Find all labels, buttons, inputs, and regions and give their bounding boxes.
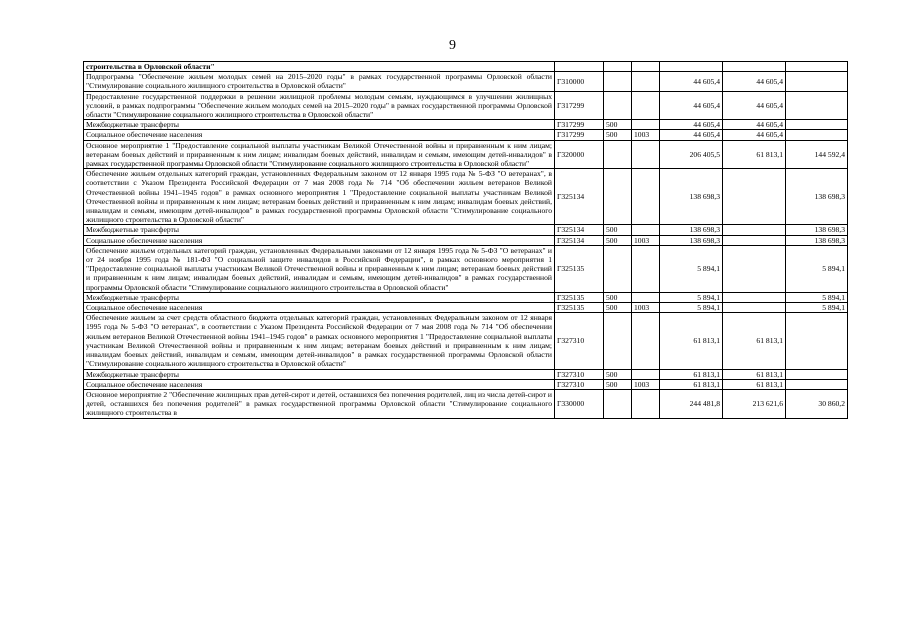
row-code-cell: Г317299 [555, 120, 604, 130]
row-amount-federal-cell [786, 120, 848, 130]
table-row [84, 245, 848, 292]
row-name-cell: Обеспечение жильем за счет средств областного бюджета отдельных категорий граждан, установленных Федеральным законом от 12 января 1995 года № 5-ФЗ "О ветеранах", в соответствии с Указом Президента Российской Федерации от 7 мая 2008 года № 714 "Об обеспечении жильем ветеранов Великой Отечественной войны 1941–1945 годов" в рамках основного мероприятия 1 "Предоставление социальной выплаты участникам Великой Отечественной войны и приравненным к ним лицам; ветеранам боевых действий и приравненным к ним лицам; инвалидам боевых действий, инвалидам и семьям, имеющим детей-инвалидов" в рамках государственной программы Орловской области "Стимулирование социального жилищного строительства в Орловской области" [84, 313, 555, 369]
row-vr-cell: 500 [604, 225, 632, 235]
row-vr-cell: 500 [604, 379, 632, 389]
row-vr-cell: 500 [604, 292, 632, 302]
row-code-cell: Г330000 [555, 389, 604, 418]
row-amount-federal-cell [786, 379, 848, 389]
row-code-cell: Г325134 [555, 169, 604, 225]
row-vr-cell: 500 [604, 369, 632, 379]
row-name-cell: Обеспечение жильем отдельных категорий граждан, установленных Федеральными законами от 12 января 1995 года № 5-ФЗ "О ветеранах" и от 24 ноября 1995 года № 181-ФЗ "О социальной защите инвалидов в Российской Федерации", в рамках основного мероприятия 1 "Предоставление социальной выплаты участникам Великой Отечественной войны и приравненным к ним лицам; ветеранам боевых действий и приравненным к ним лицам; инвалидам боевых действий, инвалидам и семьям, имеющим детей-инвалидов" в рамках государственной программы Орловской области "Стимулирование социального жилищного строительства в Орловской области" [84, 245, 555, 292]
row-amount-regional-cell: 44 605,4 [723, 120, 786, 130]
row-amount-total-cell: 244 481,8 [660, 389, 723, 418]
row-amount-regional-cell: 44 605,4 [723, 130, 786, 140]
row-amount-federal-cell [786, 62, 848, 72]
row-amount-federal-cell [786, 369, 848, 379]
row-rz-cell [632, 292, 660, 302]
row-code-cell: Г325134 [555, 225, 604, 235]
row-name-cell: Основное мероприятие 2 "Обеспечение жилищных прав детей-сирот и детей, оставшихся без попечения родителей, лиц из числа детей-сирот и детей, оставшихся без попечения родителей" в рамках государственной программы Орловской области "Стимулирование социального жилищного строительства в [84, 389, 555, 418]
row-name-cell: Межбюджетные трансферты [84, 369, 555, 379]
row-amount-regional-cell [723, 62, 786, 72]
row-code-cell: Г325135 [555, 245, 604, 292]
row-amount-total-cell: 61 813,1 [660, 313, 723, 369]
row-name-cell: Социальное обеспечение населения [84, 379, 555, 389]
row-amount-total-cell: 44 605,4 [660, 120, 723, 130]
row-amount-regional-cell [723, 225, 786, 235]
row-vr-cell [604, 140, 632, 169]
page-number: 9 [449, 38, 456, 53]
table-row [84, 225, 848, 235]
row-amount-federal-cell [786, 313, 848, 369]
row-amount-federal-cell: 5 894,1 [786, 303, 848, 313]
row-amount-regional-cell [723, 245, 786, 292]
row-amount-total-cell: 5 894,1 [660, 292, 723, 302]
row-amount-regional-cell: 61 813,1 [723, 369, 786, 379]
row-amount-federal-cell: 138 698,3 [786, 169, 848, 225]
row-rz-cell [632, 369, 660, 379]
row-name-cell: Обеспечение жильем отдельных категорий граждан, установленных Федеральным законом от 12 января 1995 года № 5-ФЗ "О ветеранах", в соответствии с Указом Президента Российской Федерации от 7 мая 2008 года № 714 "Об обеспечении жильем ветеранов Великой Отечественной войны 1941–1945 годов" в рамках основного мероприятия 1 "Предоставление социальной выплаты участникам Великой Отечественной войны и приравненным к ним лицам; ветеранам боевых действий и приравненным к ним лицам; инвалидам боевых действий, инвалидам и семьям, имеющим детей-инвалидов" в рамках государственной программы Орловской области "Стимулирование социального жилищного строительства в Орловской области" [84, 169, 555, 225]
table-row [84, 140, 848, 169]
row-amount-federal-cell: 138 698,3 [786, 225, 848, 235]
table-row [84, 313, 848, 369]
row-amount-total-cell: 61 813,1 [660, 369, 723, 379]
row-name-cell: Предоставление государственной поддержки в решении жилищной проблемы молодым семьям, нуждающимся в улучшении жилищных условий, в рамках подпрограммы "Обеспечение жильем молодых семей на 2015–2020 годы" в рамках государственной программы Орловской области "Стимулирование социального жилищного строительства в Орловской области" [84, 91, 555, 120]
row-name-cell: Основное мероприятие 1 "Предоставление социальной выплаты участникам Великой Отечественной войны и приравненным к ним лицам; ветеранам боевых действий и приравненным к ним лицам; инвалидам боевых действий, инвалидам и семьям, имеющим детей-инвалидов" в рамках государственной программы Орловской области "Стимулирование социального жилищного строительства в Орловской области" [84, 140, 555, 169]
row-code-cell: Г327310 [555, 313, 604, 369]
table-row [84, 130, 848, 140]
table-row [84, 72, 848, 91]
row-vr-cell: 500 [604, 130, 632, 140]
row-amount-regional-cell: 44 605,4 [723, 72, 786, 91]
row-amount-regional-cell: 61 813,1 [723, 140, 786, 169]
row-rz-cell [632, 169, 660, 225]
row-amount-federal-cell [786, 72, 848, 91]
budget-table [83, 61, 848, 419]
row-rz-cell [632, 140, 660, 169]
row-amount-regional-cell [723, 169, 786, 225]
table-row [84, 91, 848, 120]
table-row [84, 169, 848, 225]
row-rz-cell [632, 91, 660, 120]
row-rz-cell [632, 120, 660, 130]
row-amount-federal-cell: 138 698,3 [786, 235, 848, 245]
row-rz-cell: 1003 [632, 379, 660, 389]
row-vr-cell: 500 [604, 120, 632, 130]
row-name-cell: Социальное обеспечение населения [84, 130, 555, 140]
row-amount-total-cell: 44 605,4 [660, 130, 723, 140]
row-amount-regional-cell: 213 621,6 [723, 389, 786, 418]
row-rz-cell: 1003 [632, 235, 660, 245]
row-amount-federal-cell: 30 860,2 [786, 389, 848, 418]
row-amount-total-cell: 138 698,3 [660, 235, 723, 245]
row-vr-cell [604, 72, 632, 91]
table-row [84, 389, 848, 418]
table-row [84, 62, 848, 72]
row-rz-cell [632, 72, 660, 91]
row-amount-total-cell: 5 894,1 [660, 245, 723, 292]
table-row [84, 303, 848, 313]
row-amount-regional-cell [723, 303, 786, 313]
row-name-cell: Межбюджетные трансферты [84, 120, 555, 130]
row-code-cell: Г327310 [555, 379, 604, 389]
row-code-cell: Г325135 [555, 303, 604, 313]
table-row [84, 235, 848, 245]
row-code-cell: Г317299 [555, 130, 604, 140]
row-amount-total-cell: 206 405,5 [660, 140, 723, 169]
row-amount-federal-cell [786, 91, 848, 120]
row-rz-cell [632, 245, 660, 292]
table-row [84, 369, 848, 379]
row-vr-cell [604, 389, 632, 418]
row-amount-regional-cell: 61 813,1 [723, 313, 786, 369]
row-code-cell: Г325134 [555, 235, 604, 245]
row-amount-total-cell: 138 698,3 [660, 225, 723, 235]
row-name-cell: Социальное обеспечение населения [84, 235, 555, 245]
table-row [84, 120, 848, 130]
budget-table-body [84, 62, 848, 419]
row-rz-cell [632, 225, 660, 235]
row-vr-cell [604, 91, 632, 120]
row-amount-total-cell: 5 894,1 [660, 303, 723, 313]
row-amount-federal-cell: 144 592,4 [786, 140, 848, 169]
row-code-cell: Г320000 [555, 140, 604, 169]
row-name-cell: Подпрограмма "Обеспечение жильем молодых семей на 2015–2020 годы" в рамках государственной программы Орловской области "Стимулирование социального жилищного строительства в Орловской области" [84, 72, 555, 91]
row-code-cell: Г327310 [555, 369, 604, 379]
row-vr-cell [604, 169, 632, 225]
row-amount-total-cell: 61 813,1 [660, 379, 723, 389]
row-amount-total-cell: 44 605,4 [660, 72, 723, 91]
row-code-cell [555, 62, 604, 72]
row-rz-cell: 1003 [632, 130, 660, 140]
row-name-cell: Социальное обеспечение населения [84, 303, 555, 313]
row-vr-cell: 500 [604, 235, 632, 245]
row-amount-regional-cell [723, 235, 786, 245]
row-rz-cell [632, 313, 660, 369]
row-amount-federal-cell: 5 894,1 [786, 245, 848, 292]
row-rz-cell [632, 389, 660, 418]
row-amount-total-cell [660, 62, 723, 72]
row-vr-cell [604, 313, 632, 369]
row-amount-federal-cell: 5 894,1 [786, 292, 848, 302]
row-name-cell: строительства в Орловской области" [84, 62, 555, 72]
row-amount-regional-cell: 61 813,1 [723, 379, 786, 389]
row-code-cell: Г317299 [555, 91, 604, 120]
row-amount-regional-cell [723, 292, 786, 302]
row-amount-regional-cell: 44 605,4 [723, 91, 786, 120]
row-name-cell: Межбюджетные трансферты [84, 292, 555, 302]
row-amount-total-cell: 44 605,4 [660, 91, 723, 120]
table-row [84, 292, 848, 302]
row-vr-cell [604, 245, 632, 292]
row-vr-cell: 500 [604, 303, 632, 313]
row-amount-total-cell: 138 698,3 [660, 169, 723, 225]
row-vr-cell [604, 62, 632, 72]
row-rz-cell [632, 62, 660, 72]
row-rz-cell: 1003 [632, 303, 660, 313]
row-code-cell: Г325135 [555, 292, 604, 302]
table-row [84, 379, 848, 389]
row-amount-federal-cell [786, 130, 848, 140]
row-code-cell: Г310000 [555, 72, 604, 91]
row-name-cell: Межбюджетные трансферты [84, 225, 555, 235]
